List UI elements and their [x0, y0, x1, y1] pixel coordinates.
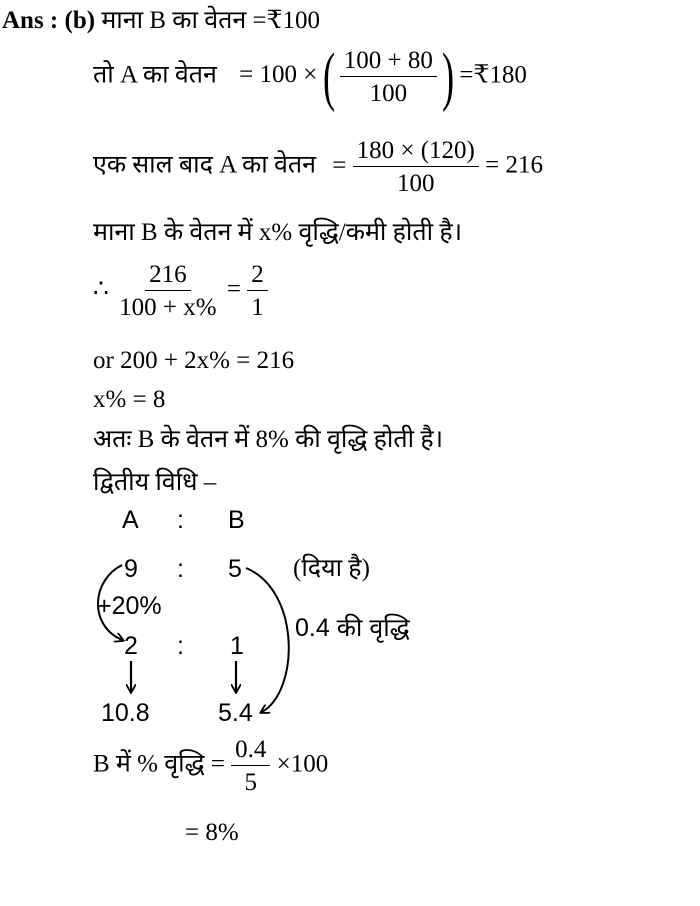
- increase-label: 0.4 की वृद्धि: [295, 614, 410, 642]
- final-fraction: [231, 737, 270, 795]
- method2-title: द्वितीय विधि –: [93, 469, 217, 496]
- therefore-symbol: ∴: [93, 275, 109, 303]
- final-denominator: 5: [244, 769, 258, 796]
- left-curve-arrow: [98, 565, 122, 640]
- after-year-numerator: 180 × (120): [353, 138, 479, 167]
- col-colon-3: :: [177, 632, 184, 660]
- after-year-label: एक साल बाद A का वेतन: [93, 151, 317, 179]
- assume-b-salary: माना B का वेतन =₹100: [101, 7, 320, 34]
- a-salary-denominator: 100: [369, 79, 408, 107]
- ans-label: Ans :: [2, 7, 59, 34]
- x-value-line: x% = 8: [93, 386, 166, 413]
- answer-option: (b): [64, 7, 96, 34]
- final-eq: =: [210, 750, 225, 778]
- col-b-header: B: [228, 506, 245, 534]
- col-colon-2: :: [177, 555, 184, 583]
- conclusion-line: अतः B के वेतन में 8% की वृद्धि होती है।: [93, 426, 444, 453]
- after-year-result: = 216: [485, 151, 543, 179]
- a-salary-numerator: 100 + 80: [340, 48, 437, 77]
- a-salary-lhs: = 100 ×: [239, 61, 318, 89]
- after-year-denominator: 100: [397, 170, 435, 197]
- a-ratio-value: 9: [124, 555, 138, 583]
- b-ratio-value: 5: [228, 555, 242, 583]
- or-equation-line: or 200 + 2x% = 216: [93, 347, 295, 374]
- given-label: (दिया है): [293, 555, 370, 582]
- percent-increase-label: +20%: [97, 592, 162, 620]
- right-curve-arrow: [246, 568, 289, 712]
- ratio-eq: =: [226, 275, 241, 303]
- ratio-rhs-numerator: 2: [247, 262, 268, 291]
- a-part-value: 2: [124, 632, 138, 660]
- final-answer: = 8%: [185, 819, 239, 846]
- left-paren: (: [322, 40, 335, 113]
- final-equation: [93, 737, 328, 795]
- b-part-value: 1: [230, 632, 244, 660]
- ratio-rhs-denominator: 1: [251, 294, 264, 321]
- final-label: B में % वृद्धि: [93, 750, 205, 778]
- final-numerator: 0.4: [231, 737, 270, 766]
- assume-change-line: माना B के वेतन में x% वृद्धि/कमी होती है।: [93, 219, 463, 246]
- a-salary-label: तो A का वेतन: [93, 61, 217, 89]
- col-a-header: A: [122, 506, 139, 534]
- b-result-value: 5.4: [218, 699, 253, 727]
- col-colon-1: :: [177, 506, 184, 534]
- final-multiplier: ×100: [276, 750, 329, 778]
- a-result-value: 10.8: [101, 699, 150, 727]
- right-paren: ): [442, 40, 455, 113]
- after-year-eq: =: [332, 151, 347, 179]
- ratio-numerator: 216: [145, 262, 191, 291]
- ratio-denominator: 100 + x%: [119, 294, 217, 321]
- a-salary-result: =₹180: [459, 61, 527, 89]
